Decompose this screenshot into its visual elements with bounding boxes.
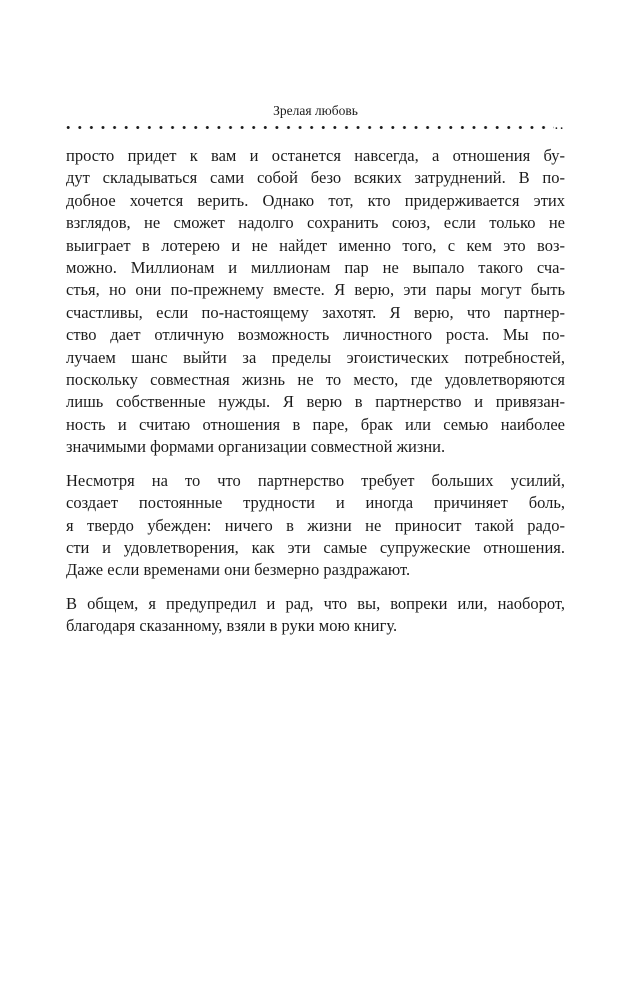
text-line: сти и удовлетворения, как эти самые супружеские отношения.	[66, 537, 565, 557]
text-line: благодаря сказанному, взяли в руки мою книгу.	[66, 616, 398, 636]
text-line: Даже если временами они безмерно раздражают.	[66, 560, 411, 580]
text-line: я твердо убежден: ничего в жизни не приносит такой радо-	[66, 515, 565, 535]
text-line: дут складываться сами собой безо всяких затруднений. В по-	[66, 168, 565, 188]
text-line: значимыми формами организации совместной жизни.	[66, 437, 446, 457]
text-line: Несмотря на то что партнерство требует больших усилий,	[66, 470, 565, 490]
text-line: поскольку совместная жизнь не то место, где удовлетворяются	[66, 370, 565, 390]
text-line: счастливы, если по-настоящему захотят. Я верю, что партнер-	[66, 302, 565, 322]
body-text	[66, 145, 565, 638]
text-line: создает постоянные трудности и иногда причиняет боль,	[66, 493, 565, 513]
text-line: В общем, я предупредил и рад, что вы, вопреки или, наоборот,	[66, 593, 565, 613]
dotted-rule	[66, 125, 554, 130]
text-line: лучаем шанс выйти за пределы эгоистических потребностей,	[66, 347, 565, 367]
text-line: ность и считаю отношения в паре, брак или семью наиболее	[66, 414, 565, 434]
paragraph	[66, 145, 565, 459]
paragraph	[66, 593, 565, 638]
dotted-rule-end: ..	[554, 117, 565, 133]
header-separator	[66, 117, 565, 133]
text-line: ство дает отличную возможность личностного роста. Мы по-	[66, 325, 565, 345]
running-head-title: Зрелая любовь	[273, 103, 358, 118]
text-line: взглядов, не сможет надолго сохранить союз, если только не	[66, 213, 565, 233]
text-line: выиграет в лотерею и не найдет именно того, с кем это воз-	[66, 235, 565, 255]
text-line: просто придет к вам и останется навсегда, а отношения бу-	[66, 146, 565, 165]
paragraph	[66, 470, 565, 582]
page-content	[0, 103, 631, 638]
text-line: лишь собственные нужды. Я верю в партнерство и привязан-	[66, 392, 565, 412]
text-line: можно. Миллионам и миллионам пар не выпало такого сча-	[66, 258, 565, 278]
text-line: добное хочется верить. Однако тот, кто придерживается этих	[66, 190, 565, 210]
text-line: стья, но они по-прежнему вместе. Я верю, эти пары могут быть	[66, 280, 565, 300]
